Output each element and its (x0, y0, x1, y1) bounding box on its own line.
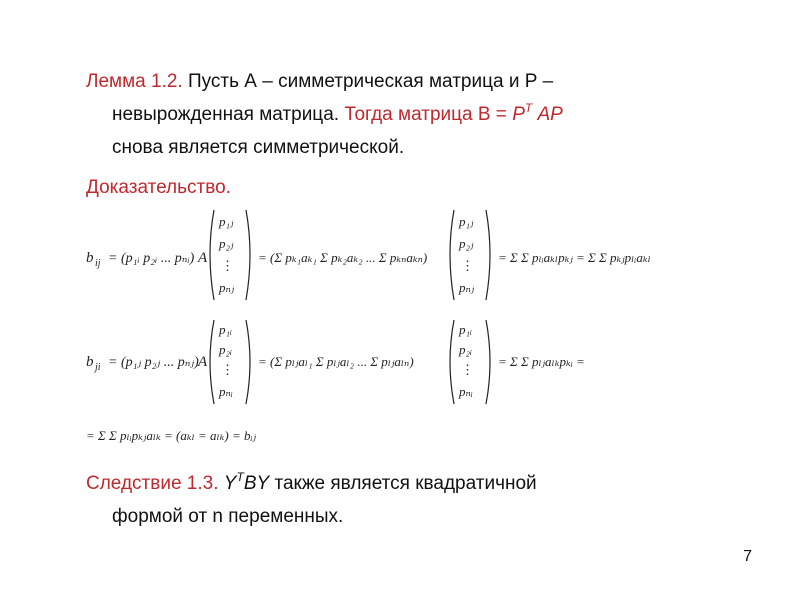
corollary-text-1: также является квадратичной (274, 473, 537, 494)
corollary-Y: Y (223, 473, 237, 494)
eq2-col-right-2: p₂ᵢ (459, 342, 473, 357)
equation-1-graphic (86, 204, 706, 306)
lemma-text-3: снова является симметрической. (112, 137, 405, 158)
eq2-col-left-3: ⋮ (221, 362, 234, 377)
equation-3-graphic (86, 420, 386, 450)
eq1-col-right-4: pₙⱼ (459, 280, 475, 295)
lemma-AP: AP (537, 104, 563, 125)
eq1-col-left-1: p₁ⱼ (219, 214, 234, 229)
eq1-lhs: b (86, 250, 94, 266)
lemma-line-3 (112, 136, 404, 160)
lemma-line-1 (86, 70, 553, 94)
lemma-P: P (512, 104, 525, 125)
eq1-mid: = (Σ pₖ₁aₖ₁ Σ pₖ₂aₖ₂ ... Σ pₖₙaₖₙ) (258, 250, 428, 265)
corollary-text-2: формой (112, 506, 184, 527)
lemma-T: T (524, 101, 533, 115)
corollary-T: T (236, 470, 244, 484)
corollary-text-3: от n переменных. (188, 506, 344, 527)
lemma-line-2 (112, 103, 563, 127)
lemma-label: Лемма 1.2. (86, 71, 183, 92)
page-number: 7 (743, 548, 752, 565)
eq2-col-left-4: pₙᵢ (219, 384, 233, 399)
eq2-col-right-4: pₙᵢ (459, 384, 473, 399)
lemma-then: Тогда матрица В = (344, 104, 507, 125)
eq1-col-left-2: p₂ⱼ (219, 236, 234, 251)
eq2-col-right-3: ⋮ (461, 362, 474, 377)
equation-2 (86, 316, 706, 408)
lemma-text-1: Пусть А – симметрическая матрица и Р – (187, 71, 554, 92)
corollary-line-1 (86, 472, 537, 496)
equation-2-graphic (86, 316, 706, 408)
eq1-lhs-sub: ij (95, 258, 101, 269)
eq1-col-left-3: ⋮ (221, 258, 234, 273)
eq2-col-left-1: p₁ᵢ (219, 322, 233, 337)
eq1-col-right-1: p₁ⱼ (459, 214, 474, 229)
eq1-col-right-2: p₂ⱼ (459, 236, 474, 251)
eq2-col-right-1: p₁ᵢ (459, 322, 473, 337)
eq1-col-left-4: pₙⱼ (219, 280, 235, 295)
corollary-label: Следствие 1.3. (86, 473, 219, 494)
eq2-col-left-2: p₂ᵢ (219, 342, 233, 357)
proof-label: Доказательство. (86, 177, 231, 198)
lemma-formula (512, 101, 563, 125)
eq3-text: = Σ Σ pₗᵢpₖⱼaₗₖ = (aₖₗ = aₗₖ) = bᵢⱼ (86, 428, 257, 443)
eq2-lhs: b (86, 354, 94, 370)
corollary-formula (223, 470, 270, 494)
eq2-mid: = (Σ pₗⱼaₗ₁ Σ pₗⱼaₗ₂ ... Σ pₗⱼaₗₙ) (258, 354, 414, 369)
eq2-A: A (198, 354, 208, 370)
lemma-text-2: невырожденная матрица. (112, 104, 340, 125)
eq1-row: = (p₁ᵢ p₂ᵢ ... pₙᵢ) (108, 251, 195, 266)
eq2-lhs-sub: ji (95, 362, 101, 373)
eq2-row: = (p₁ⱼ p₂ⱼ ... pₙⱼ) (108, 355, 199, 370)
eq1-A: A (198, 250, 208, 266)
equation-3 (86, 420, 386, 450)
equation-1 (86, 204, 706, 306)
eq1-col-right-3: ⋮ (461, 258, 474, 273)
corollary-BY: BY (243, 473, 270, 494)
eq2-rhs: = Σ Σ pₗⱼaₗₖpₖᵢ = (498, 354, 585, 369)
corollary-line-2 (112, 505, 343, 529)
eq1-rhs: = Σ Σ pₗᵢaₖₗpₖⱼ = Σ Σ pₖⱼpₗᵢaₖₗ (498, 250, 651, 265)
